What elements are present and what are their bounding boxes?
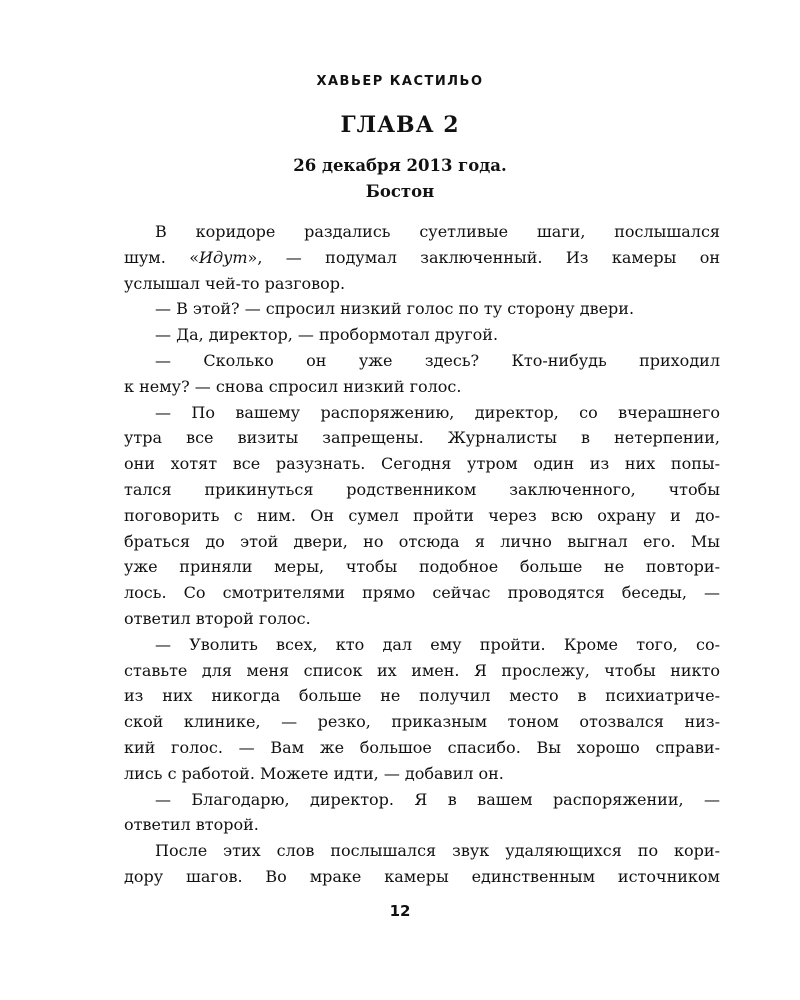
- text-line: В коридоре раздались суетливые шаги, послышался: [155, 222, 720, 241]
- subtitle-place: Бостон: [365, 182, 435, 201]
- text-line: из них никогда больше не получил место в психиатриче-: [124, 686, 720, 706]
- text-line: ской клинике, — резко, приказным тоном отозвался низ-: [124, 712, 720, 732]
- text-line: — В этой? — спросил низкий голос по ту сторону двери.: [155, 299, 635, 319]
- subtitle-date: 26 декабря 2013 года.: [293, 156, 507, 175]
- text-line: — Благодарю, директор. Я в вашем распоряжении, —: [155, 789, 720, 809]
- running-head: ХАВЬЕР КАСТИЛЬО: [316, 74, 484, 89]
- text-line: ставьте для меня список их имен. Я прослежу, чтобы никто: [124, 660, 720, 680]
- chapter-subtitle: [0, 153, 800, 205]
- text-line: — Да, директор, — пробормотал другой.: [155, 325, 499, 345]
- italic-word: Идут: [198, 247, 248, 267]
- text-line: лось. Со смотрителями прямо сейчас проводятся беседы, —: [124, 583, 720, 603]
- text-line: — По вашему распоряжению, директор, со вчерашнего: [155, 402, 720, 422]
- page-number: 12: [389, 902, 411, 920]
- text-line: дору шагов. Во мраке камеры единственным источником: [124, 866, 720, 886]
- text-line: шум. «Идут», — подумал заключенный. Из камеры он: [124, 247, 720, 267]
- text-line: ответил второй голос.: [124, 608, 311, 628]
- text-line: к нему? — снова спросил низкий голос.: [124, 376, 462, 396]
- text-line: лись с работой. Можете идти, — добавил он.: [124, 763, 504, 783]
- body-text: [124, 219, 720, 890]
- text-line: После этих слов послышался звук удаляющихся по кори-: [155, 841, 720, 861]
- text-line: — Сколько он уже здесь? Кто-нибудь приходил: [155, 350, 720, 370]
- text-line: браться до этой двери, но отсюда я лично выгнал его. Мы: [124, 531, 720, 551]
- text-line: утра все визиты запрещены. Журналисты в нетерпении,: [124, 428, 720, 448]
- text-line: — Уволить всех, кто дал ему пройти. Кроме того, со-: [155, 634, 720, 654]
- chapter-title: ГЛАВА 2: [340, 112, 460, 138]
- text-line: услышал чей-то разговор.: [124, 273, 346, 293]
- text-line: кий голос. — Вам же большое спасибо. Вы хорошо справи-: [124, 737, 720, 757]
- text-line: поговорить с ним. Он сумел пройти через всю охрану и до-: [124, 505, 720, 525]
- text-line: ответил второй.: [124, 815, 259, 835]
- text-line: тался прикинуться родственником заключенного, чтобы: [124, 479, 720, 499]
- text-line: они хотят все разузнать. Сегодня утром один из них попы-: [124, 454, 720, 474]
- text-line: уже приняли меры, чтобы подобное больше не повтори-: [124, 557, 720, 577]
